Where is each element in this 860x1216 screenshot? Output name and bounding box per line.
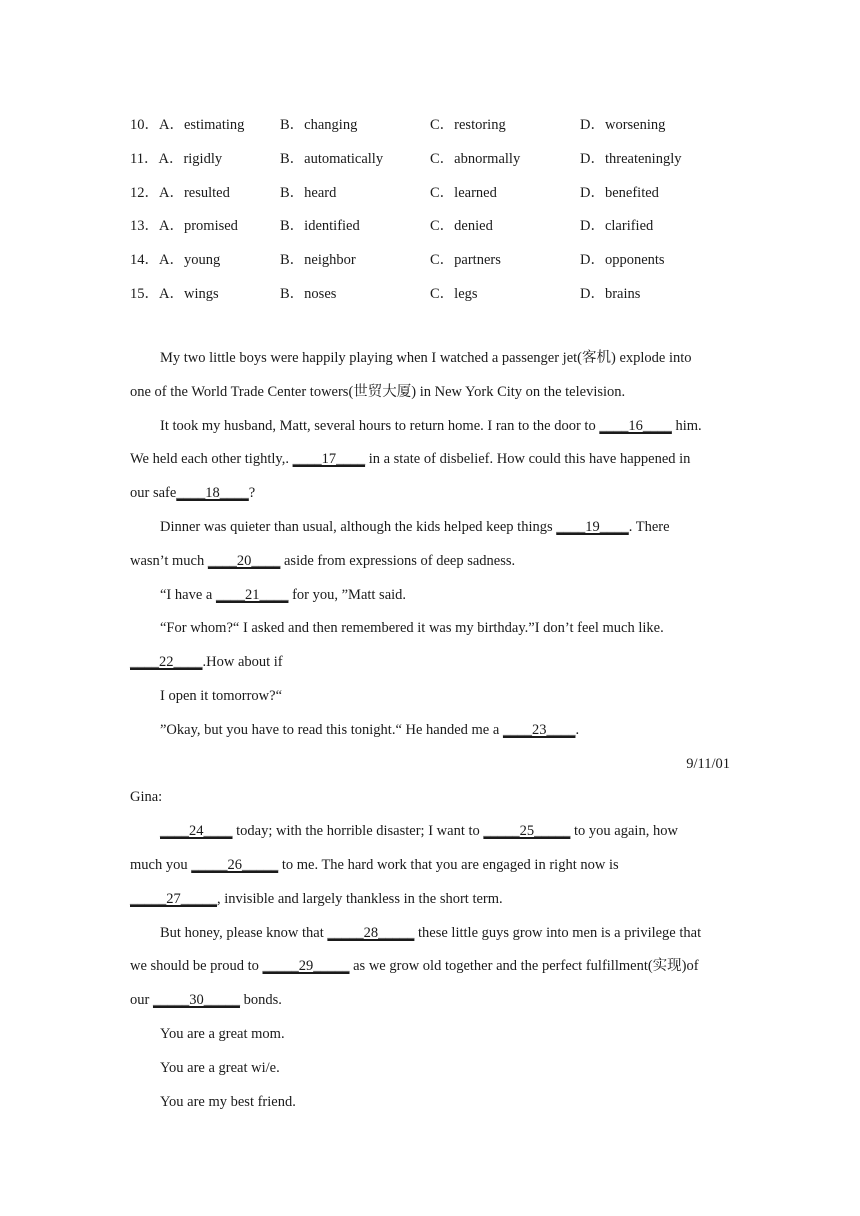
passage-text: much you — [130, 856, 192, 873]
answer-blank: ____19____ — [556, 518, 629, 535]
passage-text: these little guys grow into men is a privilege that — [414, 924, 702, 941]
question-number: 14． — [130, 252, 159, 269]
option-b: B．neighbor — [280, 252, 356, 269]
option-c: C．abnormally — [430, 150, 521, 167]
question-number: 13． — [130, 218, 159, 235]
passage-text: . — [575, 721, 580, 738]
passage-line — [130, 482, 730, 516]
answer-blank: ____22____ — [130, 654, 203, 671]
option-b: B．heard — [280, 184, 337, 201]
passage-text: our safe — [130, 485, 177, 502]
passage-line — [130, 550, 730, 584]
question-number: 15． — [130, 285, 159, 302]
passage-text: for you, ”Matt said. — [288, 586, 407, 603]
passage-text: It took my husband, Matt, several hours to return home. I ran to the door to — [160, 417, 600, 434]
passage-text: .How about if — [202, 654, 283, 671]
passage-line — [130, 786, 730, 820]
option-text: A．wings — [159, 285, 219, 302]
passage-line — [130, 347, 730, 381]
passage-line — [130, 922, 730, 956]
passage-text: “I have a — [160, 586, 216, 603]
passage-line — [130, 415, 730, 449]
option-a — [130, 248, 220, 269]
passage-text: We held each other tightly,. — [130, 451, 293, 468]
option-row — [130, 245, 750, 279]
passage-text: But honey, please know that — [160, 924, 328, 941]
answer-blank: _____25_____ — [483, 823, 571, 840]
passage-text: wasn’t much — [130, 552, 208, 569]
passage-text: My two little boys were happily playing when I watched a passenger jet(客机) explode into — [160, 350, 692, 366]
passage-line — [130, 955, 730, 989]
passage-line — [130, 1023, 730, 1057]
answer-blank: ____17____ — [292, 451, 366, 468]
option-row — [130, 211, 750, 245]
passage-line — [130, 888, 730, 922]
question-number: 12． — [130, 184, 159, 201]
passage-line — [130, 1057, 730, 1091]
answer-blank: ____16____ — [599, 417, 672, 434]
passage-text: ”Okay, but you have to read this tonight.“ He handed me a — [160, 721, 503, 738]
option-row — [130, 279, 750, 313]
passage-line — [130, 651, 730, 685]
letter-date — [130, 753, 730, 787]
answer-blank: ____18____ — [176, 485, 249, 502]
answer-blank: ____24____ — [160, 823, 233, 840]
answer-blank: _____30_____ — [152, 992, 240, 1009]
passage-text: aside from expressions of deep sadness. — [280, 552, 516, 569]
option-c: C．partners — [430, 252, 501, 269]
option-a — [130, 214, 238, 235]
option-d: D．benefited — [580, 184, 659, 201]
passage-line — [130, 989, 730, 1023]
option-c: C．legs — [430, 285, 478, 302]
passage-line — [130, 685, 730, 719]
passage-text: in a state of disbelief. How could this have happened in — [365, 451, 691, 468]
option-row — [130, 110, 750, 144]
option-b: B．noses — [280, 285, 337, 302]
option-row — [130, 178, 750, 212]
passage-text: to you again, how — [570, 823, 678, 840]
passage-line — [130, 1091, 730, 1125]
passage-line — [130, 381, 730, 415]
answer-blank: _____29_____ — [262, 958, 350, 975]
answer-blank: ____21____ — [215, 586, 289, 603]
passage-text: we should be proud to — [130, 958, 263, 975]
passage-text: our — [130, 992, 153, 1009]
passage-text: 9/11/01 — [686, 755, 730, 772]
passage-text: I open it tomorrow?“ — [160, 687, 283, 704]
option-a — [130, 113, 244, 134]
passage-line — [130, 719, 730, 753]
passage-text: one of the World Trade Center towers(世贸大厦) in New York City on the television. — [130, 383, 626, 400]
passage-text: as we grow old together and the perfect fulfillment(实现)of — [349, 958, 699, 975]
passage-text: to me. The hard work that you are engaged in right now is — [278, 856, 619, 873]
passage-text: Gina: — [130, 789, 163, 806]
question-number: 10． — [130, 117, 159, 133]
passage-text: “For whom?“ I asked and then remembered it was my birthday.”I don’t feel much like. — [160, 620, 664, 637]
option-d: D．worsening — [580, 117, 666, 133]
option-text: A．resulted — [159, 184, 230, 201]
passage-line — [130, 516, 730, 550]
passage-text: ? — [248, 485, 256, 502]
option-c: C．restoring — [430, 117, 506, 133]
option-d: D．opponents — [580, 252, 665, 269]
option-c: C．denied — [430, 218, 493, 235]
passage-line — [130, 820, 730, 854]
option-a — [130, 282, 219, 303]
passage-line — [130, 854, 730, 888]
answer-options-list — [130, 110, 750, 313]
option-b: B．identified — [280, 218, 360, 235]
option-c: C．learned — [430, 184, 497, 201]
option-row — [130, 144, 750, 178]
answer-blank: _____26_____ — [191, 856, 279, 873]
passage-text: bonds. — [239, 992, 282, 1009]
passage-text: Dinner was quieter than usual, although the kids helped keep things — [160, 518, 557, 535]
option-text: A．rigidly — [158, 150, 223, 167]
option-a — [130, 147, 222, 168]
passage-text: You are a great mom. — [160, 1025, 285, 1042]
passage-line — [130, 584, 730, 618]
passage-text: him. — [671, 417, 702, 434]
option-d: D．brains — [580, 285, 641, 302]
passage-line — [130, 448, 730, 482]
passage-line — [130, 617, 730, 651]
option-d: D．threateningly — [580, 150, 682, 167]
answer-blank: ____20____ — [207, 552, 281, 569]
passage-text: . There — [628, 518, 670, 535]
answer-blank: _____27_____ — [130, 890, 217, 907]
passage-text: You are a great wi/e. — [160, 1059, 280, 1076]
passage-text: You are my best friend. — [160, 1093, 296, 1110]
answer-blank: _____28_____ — [327, 924, 415, 941]
option-b: B．changing — [280, 117, 358, 133]
option-a — [130, 181, 230, 202]
option-text: A．promised — [159, 218, 238, 235]
option-b: B．automatically — [280, 150, 384, 167]
option-text: A．young — [159, 252, 221, 269]
question-number: 11． — [130, 150, 159, 167]
option-d: D．clarified — [580, 218, 654, 235]
answer-blank: ____23____ — [502, 721, 576, 738]
passage-text: today; with the horrible disaster; I want to — [232, 823, 484, 840]
cloze-passage — [130, 347, 730, 1124]
passage-text: , invisible and largely thankless in the short term. — [217, 890, 503, 907]
option-text: A．estimating — [159, 117, 245, 133]
